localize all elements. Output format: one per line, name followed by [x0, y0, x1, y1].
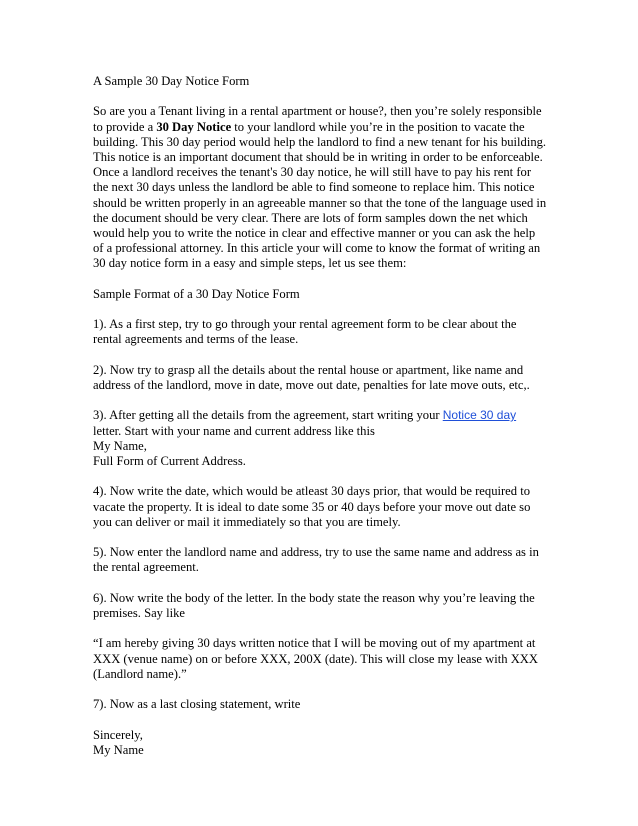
quote-line: (Landlord name).”	[93, 666, 187, 681]
intro-line: Once a landlord receives the tenant's 30 day notice, he will still have to pay his rent for	[93, 165, 532, 180]
step-line: My Name,	[93, 438, 147, 453]
intro-line: of a professional attorney. In this article your will come to know the format of writing an	[93, 241, 541, 256]
closing-line: Sincerely,	[93, 727, 143, 742]
step-line: 6). Now write the body of the letter. In the body state the reason why you’re leaving the	[93, 590, 535, 605]
intro-line: 30 day notice form in a easy and simple steps, let us see them:	[93, 256, 407, 271]
intro-line: the next 30 days unless the landlord be able to find someone to replace him. This notice	[93, 180, 535, 195]
closing	[93, 728, 553, 758]
step-4	[93, 484, 553, 530]
intro-text: to your landlord while you’re in the position to vacate the	[231, 119, 525, 134]
intro-line: the document should be very clear. There are lots of form samples down the net which	[93, 210, 528, 225]
intro-line	[93, 120, 553, 135]
document-page	[93, 74, 553, 773]
step-line: the rental agreement.	[93, 560, 199, 575]
step-line: 7). Now as a last closing statement, write	[93, 697, 301, 712]
step-line: 5). Now enter the landlord name and address, try to use the same name and address as in	[93, 545, 539, 560]
title-text: A Sample 30 Day Notice Form	[93, 74, 250, 88]
bold-phrase: 30 Day Notice	[156, 119, 232, 134]
step-text: 3). After getting all the details from the agreement, start writing your	[93, 408, 443, 423]
step-6	[93, 591, 553, 621]
step-line: vacate the property. It is ideal to date some 35 or 40 days before your move out date so	[93, 499, 531, 514]
step-2	[93, 363, 553, 393]
section-heading	[93, 287, 553, 302]
section-heading-text: Sample Format of a 30 Day Notice Form	[93, 286, 300, 301]
step-line: 1). As a first step, try to go through your rental agreement form to be clear about the	[93, 317, 517, 332]
step-3	[93, 408, 553, 469]
quote-paragraph	[93, 636, 553, 682]
step-line	[93, 408, 553, 423]
step-5	[93, 545, 553, 575]
intro-line: should be written properly in an agreeable manner so that the tone of the language used in	[93, 195, 547, 210]
notice-30-day-link[interactable]: Notice 30 day	[442, 408, 517, 423]
closing-line: My Name	[93, 742, 144, 757]
intro-line: would help you to write the notice in clear and effective manner or you can ask the help	[93, 226, 536, 241]
intro-line: building. This 30 day period would help the landlord to find a new tenant for his building.	[93, 134, 547, 149]
intro-line: So are you a Tenant living in a rental apartment or house?, then you’re solely responsible	[93, 104, 542, 119]
step-line: premises. Say like	[93, 605, 185, 620]
quote-line: XXX (venue name) on or before XXX, 200X (date). This will close my lease with XXX	[93, 651, 538, 666]
step-7	[93, 697, 553, 712]
step-line: Full Form of Current Address.	[93, 454, 246, 468]
quote-line: “I am hereby giving 30 days written notice that I will be moving out of my apartment at	[93, 636, 536, 651]
step-line: 2). Now try to grasp all the details about the rental house or apartment, like name and	[93, 362, 524, 377]
step-line: address of the landlord, move in date, move out date, penalties for late move outs, etc,.	[93, 378, 530, 392]
intro-line: This notice is an important document that should be in writing in order to be enforceable.	[93, 150, 543, 164]
step-line: 4). Now write the date, which would be atleast 30 days prior, that would be required to	[93, 484, 531, 499]
step-line: letter. Start with your name and current address like this	[93, 423, 375, 438]
step-line: you can deliver or mail it immediately so that you are timely.	[93, 514, 401, 529]
intro-text: to provide a	[93, 119, 157, 134]
document-title	[93, 74, 553, 89]
step-line: rental agreements and terms of the lease.	[93, 332, 299, 347]
intro-paragraph	[93, 104, 553, 271]
step-1	[93, 317, 553, 347]
